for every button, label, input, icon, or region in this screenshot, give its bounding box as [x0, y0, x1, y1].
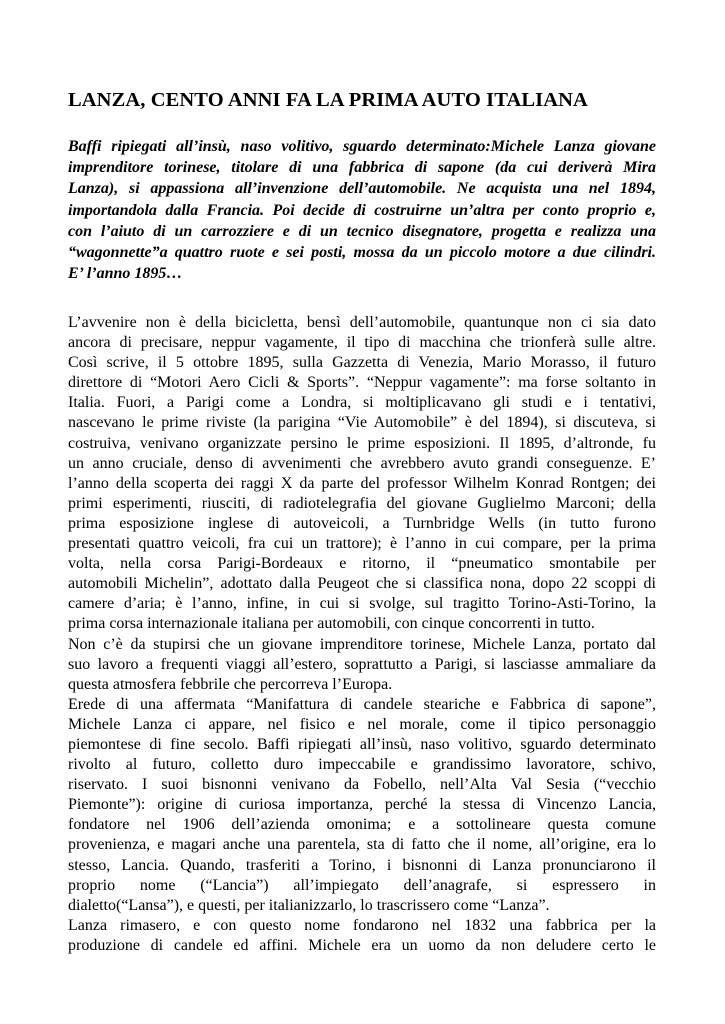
body-line: automobili Michelin”, adottato dalla Peugeot che si classifica nona, dopo 22 scoppi di: [68, 575, 656, 593]
body-line: piemontese di fine secolo. Baffi ripiegati all’insù, naso volitivo, sguardo determinato: [68, 735, 656, 753]
body-line: Piemonte”): origine di curiosa importanza, perché la stessa di Vincenzo Lancia,: [68, 796, 656, 814]
article-body: [68, 313, 656, 956]
lead-line: “wagonnette”a quattro ruote e sei posti, mossa da un piccolo motore a due cilindri.: [68, 244, 656, 262]
body-line: produzione di candele ed affini. Michele era un uomo da non deludere certo le: [68, 936, 656, 954]
body-line: prima esposizione inglese di autoveicoli, a Turnbridge Wells (in tutto furono: [68, 514, 656, 532]
lead-line: imprenditore torinese, titolare di una fabbrica di sapone (da cui deriverà Mira: [68, 159, 656, 177]
body-line: Michele Lanza ci appare, nel fisico e nel morale, come il tipico personaggio: [68, 715, 656, 733]
lead-line: E’ l’anno 1895…: [68, 265, 183, 283]
body-line: Non c’è da stupirsi che un giovane imprenditore torinese, Michele Lanza, portato dal: [68, 635, 656, 653]
body-line: primi esperimenti, riusciti, di radiotelegrafia del giovane Guglielmo Marconi; della: [68, 494, 656, 512]
lead-line: con l’aiuto di un carrozziere e di un tecnico disegnatore, progetta e realizza una: [68, 222, 656, 240]
body-line: ancora di precisare, neppur vagamente, il tipo di macchina che trionferà sulle altre.: [68, 334, 656, 352]
body-line: Erede di una affermata “Manifattura di candele steariche e Fabbrica di sapone”,: [68, 695, 656, 713]
body-line: Lanza rimasero, e con questo nome fondarono nel 1832 una fabbrica per la: [68, 916, 656, 934]
body-line: provenienza, e magari anche una parentela, sta di fatto che il nome, all’origine, era lo: [68, 836, 656, 854]
lead-line: Baffi ripiegati all’insù, naso volitivo, sguardo determinato:Michele Lanza giovane: [68, 138, 656, 155]
body-line: stesso, Lancia. Quando, trasferiti a Torino, i bisnonni di Lanza pronunciarono il: [68, 856, 656, 874]
body-line: riservato. I suoi bisnonni venivano da Fobello, nell’Alta Val Sesia (“vecchio: [68, 776, 656, 794]
body-line: fondatore nel 1906 dell’azienda omonima; e a sottolineare questa comune: [68, 816, 656, 834]
body-line: un anno cruciale, denso di avvenimenti che avrebbero avuto grandi conseguenze. E’: [68, 454, 656, 472]
body-line: proprio nome (“Lancia”) all’impiegato dell’anagrafe, si espressero in: [68, 876, 656, 894]
body-line: suo lavoro a frequenti viaggi all’estero, soprattutto a Parigi, si lasciasse ammaliare da: [68, 655, 656, 673]
body-line: Così scrive, il 5 ottobre 1895, sulla Gazzetta di Venezia, Mario Morasso, il futuro: [68, 354, 656, 372]
body-line: camere d’aria; è l’anno, infine, in cui si svolge, sul tragitto Torino-Asti-Torino, la: [68, 595, 656, 613]
body-line: l’anno della scoperta dei raggi X da parte del professor Wilhelm Konrad Rontgen; dei: [68, 474, 656, 492]
body-line: rivolto al futuro, colletto duro impeccabile e grandissimo lavoratore, schivo,: [68, 756, 656, 774]
body-line: L’avvenire non è della bicicletta, bensì dell’automobile, quantunque non ci sia dato: [68, 314, 656, 331]
lead-paragraph: [68, 136, 656, 284]
body-line: direttore di “Motori Aero Cicli & Sports”. “Neppur vagamente”: ma forse soltanto in: [68, 374, 656, 392]
body-line: costruiva, venivano organizzate persino le prime esposizioni. Il 1895, d’altronde, fu: [68, 434, 656, 452]
lead-line: importandola dalla Francia. Poi decide di costruirne un’altra per conto proprio e,: [68, 201, 656, 219]
body-line: questa atmosfera febbrile che percorreva l’Europa.: [68, 675, 393, 693]
lead-line: Lanza), si appassiona all’invenzione dell’automobile. Ne acquista una nel 1894,: [68, 180, 656, 198]
body-line: presentati quattro veicoli, fra cui un trattore); è l’anno in cui compare, per la prima: [68, 535, 656, 553]
body-line: nascevano le prime riviste (la parigina “Vie Automobile” è del 1894), si discuteva, si: [68, 414, 656, 432]
body-line: prima corsa internazionale italiana per automobili, con cinque concorrenti in tutto.: [68, 615, 595, 633]
article-title: LANZA, CENTO ANNI FA LA PRIMA AUTO ITALIANA: [68, 89, 588, 111]
body-line: volta, nella corsa Parigi-Bordeaux e ritorno, il “pneumatico smontabile per: [68, 555, 656, 573]
body-line: dialetto(“Lansa”), e questi, per italianizzarlo, lo trascrissero come “Lanza”.: [68, 896, 550, 914]
body-line: Italia. Fuori, a Parigi come a Londra, si moltiplicavano gli studi e i tentativi,: [68, 394, 656, 412]
